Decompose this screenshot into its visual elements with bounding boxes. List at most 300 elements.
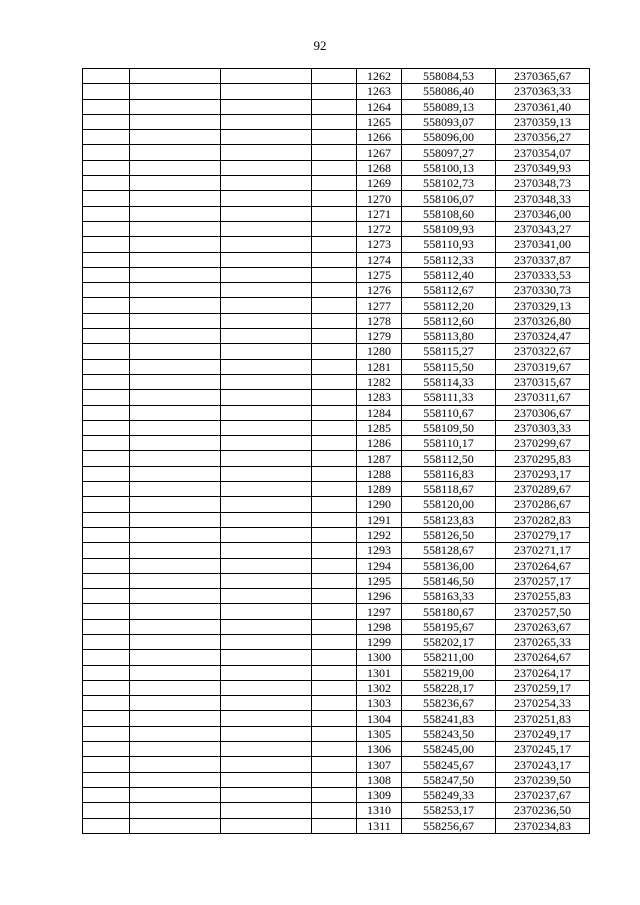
point-number-cell: 1307 xyxy=(357,757,402,772)
empty-cell xyxy=(221,589,312,604)
table-row xyxy=(83,160,590,175)
table-row xyxy=(83,206,590,221)
point-number-cell: 1292 xyxy=(357,527,402,542)
empty-cell xyxy=(83,803,130,818)
x-coordinate-cell: 558211,00 xyxy=(402,650,496,665)
empty-cell xyxy=(312,344,357,359)
x-coordinate-cell: 558113,80 xyxy=(402,329,496,344)
table-row xyxy=(83,298,590,313)
empty-cell xyxy=(312,787,357,802)
empty-cell xyxy=(83,726,130,741)
point-number-cell: 1277 xyxy=(357,298,402,313)
table-row xyxy=(83,497,590,512)
empty-cell xyxy=(312,436,357,451)
empty-cell xyxy=(83,589,130,604)
empty-cell xyxy=(83,283,130,298)
empty-cell xyxy=(221,818,312,833)
empty-cell xyxy=(130,237,221,252)
empty-cell xyxy=(130,359,221,374)
y-coordinate-cell: 2370234,83 xyxy=(496,818,590,833)
point-number-cell: 1297 xyxy=(357,604,402,619)
table-row xyxy=(83,573,590,588)
table-row xyxy=(83,772,590,787)
table-row xyxy=(83,99,590,114)
empty-cell xyxy=(312,267,357,282)
empty-cell xyxy=(83,436,130,451)
empty-cell xyxy=(83,298,130,313)
x-coordinate-cell: 558096,00 xyxy=(402,130,496,145)
empty-cell xyxy=(130,772,221,787)
x-coordinate-cell: 558146,50 xyxy=(402,573,496,588)
point-number-cell: 1278 xyxy=(357,313,402,328)
y-coordinate-cell: 2370341,00 xyxy=(496,237,590,252)
table-row xyxy=(83,680,590,695)
empty-cell xyxy=(312,176,357,191)
empty-cell xyxy=(221,359,312,374)
empty-cell xyxy=(312,329,357,344)
y-coordinate-cell: 2370271,17 xyxy=(496,543,590,558)
y-coordinate-cell: 2370251,83 xyxy=(496,711,590,726)
x-coordinate-cell: 558108,60 xyxy=(402,206,496,221)
x-coordinate-cell: 558136,00 xyxy=(402,558,496,573)
empty-cell xyxy=(130,436,221,451)
empty-cell xyxy=(83,787,130,802)
coordinates-table xyxy=(82,68,590,834)
empty-cell xyxy=(312,69,357,84)
x-coordinate-cell: 558084,53 xyxy=(402,69,496,84)
empty-cell xyxy=(221,344,312,359)
coordinates-table-body xyxy=(83,69,590,834)
x-coordinate-cell: 558126,50 xyxy=(402,527,496,542)
y-coordinate-cell: 2370293,17 xyxy=(496,466,590,481)
point-number-cell: 1268 xyxy=(357,160,402,175)
point-number-cell: 1302 xyxy=(357,680,402,695)
x-coordinate-cell: 558163,33 xyxy=(402,589,496,604)
table-row xyxy=(83,726,590,741)
table-row xyxy=(83,787,590,802)
x-coordinate-cell: 558093,07 xyxy=(402,114,496,129)
empty-cell xyxy=(221,558,312,573)
empty-cell xyxy=(83,130,130,145)
empty-cell xyxy=(221,267,312,282)
table-row xyxy=(83,757,590,772)
empty-cell xyxy=(130,604,221,619)
y-coordinate-cell: 2370249,17 xyxy=(496,726,590,741)
empty-cell xyxy=(221,497,312,512)
x-coordinate-cell: 558089,13 xyxy=(402,99,496,114)
point-number-cell: 1298 xyxy=(357,619,402,634)
empty-cell xyxy=(130,650,221,665)
empty-cell xyxy=(312,482,357,497)
empty-cell xyxy=(130,298,221,313)
empty-cell xyxy=(130,680,221,695)
empty-cell xyxy=(130,527,221,542)
table-row xyxy=(83,252,590,267)
y-coordinate-cell: 2370279,17 xyxy=(496,527,590,542)
point-number-cell: 1283 xyxy=(357,390,402,405)
empty-cell xyxy=(83,711,130,726)
table-row xyxy=(83,634,590,649)
table-row xyxy=(83,482,590,497)
empty-cell xyxy=(221,436,312,451)
empty-cell xyxy=(130,726,221,741)
point-number-cell: 1265 xyxy=(357,114,402,129)
point-number-cell: 1269 xyxy=(357,176,402,191)
empty-cell xyxy=(83,466,130,481)
y-coordinate-cell: 2370361,40 xyxy=(496,99,590,114)
empty-cell xyxy=(130,482,221,497)
point-number-cell: 1284 xyxy=(357,405,402,420)
empty-cell xyxy=(221,69,312,84)
y-coordinate-cell: 2370245,17 xyxy=(496,742,590,757)
empty-cell xyxy=(83,267,130,282)
empty-cell xyxy=(221,374,312,389)
empty-cell xyxy=(312,221,357,236)
empty-cell xyxy=(83,650,130,665)
x-coordinate-cell: 558112,33 xyxy=(402,252,496,267)
empty-cell xyxy=(221,634,312,649)
point-number-cell: 1309 xyxy=(357,787,402,802)
empty-cell xyxy=(130,818,221,833)
y-coordinate-cell: 2370265,33 xyxy=(496,634,590,649)
y-coordinate-cell: 2370322,67 xyxy=(496,344,590,359)
y-coordinate-cell: 2370315,67 xyxy=(496,374,590,389)
empty-cell xyxy=(83,573,130,588)
x-coordinate-cell: 558112,50 xyxy=(402,451,496,466)
empty-cell xyxy=(83,482,130,497)
empty-cell xyxy=(130,589,221,604)
empty-cell xyxy=(130,221,221,236)
y-coordinate-cell: 2370243,17 xyxy=(496,757,590,772)
empty-cell xyxy=(312,757,357,772)
y-coordinate-cell: 2370319,67 xyxy=(496,359,590,374)
table-row xyxy=(83,512,590,527)
empty-cell xyxy=(221,160,312,175)
table-row xyxy=(83,69,590,84)
empty-cell xyxy=(83,665,130,680)
empty-cell xyxy=(130,99,221,114)
empty-cell xyxy=(83,69,130,84)
empty-cell xyxy=(221,252,312,267)
empty-cell xyxy=(221,390,312,405)
empty-cell xyxy=(221,420,312,435)
empty-cell xyxy=(130,206,221,221)
empty-cell xyxy=(83,237,130,252)
table-row xyxy=(83,221,590,236)
empty-cell xyxy=(83,604,130,619)
empty-cell xyxy=(312,206,357,221)
point-number-cell: 1263 xyxy=(357,84,402,99)
empty-cell xyxy=(221,313,312,328)
point-number-cell: 1304 xyxy=(357,711,402,726)
x-coordinate-cell: 558180,67 xyxy=(402,604,496,619)
y-coordinate-cell: 2370348,33 xyxy=(496,191,590,206)
empty-cell xyxy=(221,711,312,726)
table-row xyxy=(83,619,590,634)
y-coordinate-cell: 2370363,33 xyxy=(496,84,590,99)
x-coordinate-cell: 558249,33 xyxy=(402,787,496,802)
table-row xyxy=(83,803,590,818)
empty-cell xyxy=(83,634,130,649)
y-coordinate-cell: 2370237,67 xyxy=(496,787,590,802)
empty-cell xyxy=(312,130,357,145)
y-coordinate-cell: 2370286,67 xyxy=(496,497,590,512)
table-row xyxy=(83,283,590,298)
empty-cell xyxy=(221,176,312,191)
empty-cell xyxy=(312,696,357,711)
point-number-cell: 1296 xyxy=(357,589,402,604)
empty-cell xyxy=(221,527,312,542)
point-number-cell: 1276 xyxy=(357,283,402,298)
point-number-cell: 1293 xyxy=(357,543,402,558)
point-number-cell: 1282 xyxy=(357,374,402,389)
empty-cell xyxy=(83,114,130,129)
empty-cell xyxy=(83,512,130,527)
table-row xyxy=(83,191,590,206)
x-coordinate-cell: 558115,50 xyxy=(402,359,496,374)
empty-cell xyxy=(83,451,130,466)
y-coordinate-cell: 2370337,87 xyxy=(496,252,590,267)
empty-cell xyxy=(221,650,312,665)
point-number-cell: 1303 xyxy=(357,696,402,711)
y-coordinate-cell: 2370333,53 xyxy=(496,267,590,282)
table-row xyxy=(83,742,590,757)
empty-cell xyxy=(312,680,357,695)
point-number-cell: 1289 xyxy=(357,482,402,497)
empty-cell xyxy=(221,114,312,129)
empty-cell xyxy=(312,726,357,741)
table-row xyxy=(83,420,590,435)
empty-cell xyxy=(312,359,357,374)
empty-cell xyxy=(130,374,221,389)
point-number-cell: 1294 xyxy=(357,558,402,573)
empty-cell xyxy=(130,573,221,588)
empty-cell xyxy=(312,451,357,466)
empty-cell xyxy=(83,742,130,757)
empty-cell xyxy=(130,757,221,772)
page-number: 92 xyxy=(313,38,327,53)
empty-cell xyxy=(130,329,221,344)
empty-cell xyxy=(130,451,221,466)
empty-cell xyxy=(83,696,130,711)
empty-cell xyxy=(83,757,130,772)
y-coordinate-cell: 2370264,67 xyxy=(496,558,590,573)
point-number-cell: 1301 xyxy=(357,665,402,680)
empty-cell xyxy=(312,803,357,818)
point-number-cell: 1286 xyxy=(357,436,402,451)
empty-cell xyxy=(221,619,312,634)
y-coordinate-cell: 2370264,67 xyxy=(496,650,590,665)
point-number-cell: 1311 xyxy=(357,818,402,833)
y-coordinate-cell: 2370306,67 xyxy=(496,405,590,420)
empty-cell xyxy=(221,130,312,145)
x-coordinate-cell: 558106,07 xyxy=(402,191,496,206)
y-coordinate-cell: 2370303,33 xyxy=(496,420,590,435)
empty-cell xyxy=(312,604,357,619)
y-coordinate-cell: 2370348,73 xyxy=(496,176,590,191)
x-coordinate-cell: 558236,67 xyxy=(402,696,496,711)
empty-cell xyxy=(221,512,312,527)
empty-cell xyxy=(83,772,130,787)
table-row xyxy=(83,176,590,191)
x-coordinate-cell: 558109,50 xyxy=(402,420,496,435)
empty-cell xyxy=(83,359,130,374)
x-coordinate-cell: 558245,00 xyxy=(402,742,496,757)
empty-cell xyxy=(130,665,221,680)
empty-cell xyxy=(83,818,130,833)
empty-cell xyxy=(312,527,357,542)
empty-cell xyxy=(312,711,357,726)
empty-cell xyxy=(312,619,357,634)
point-number-cell: 1287 xyxy=(357,451,402,466)
table-row xyxy=(83,466,590,481)
empty-cell xyxy=(221,466,312,481)
empty-cell xyxy=(312,313,357,328)
empty-cell xyxy=(130,145,221,160)
empty-cell xyxy=(83,206,130,221)
y-coordinate-cell: 2370365,67 xyxy=(496,69,590,84)
empty-cell xyxy=(130,313,221,328)
table-row xyxy=(83,313,590,328)
point-number-cell: 1299 xyxy=(357,634,402,649)
table-row xyxy=(83,237,590,252)
empty-cell xyxy=(312,573,357,588)
empty-cell xyxy=(130,543,221,558)
empty-cell xyxy=(312,420,357,435)
point-number-cell: 1273 xyxy=(357,237,402,252)
empty-cell xyxy=(221,604,312,619)
x-coordinate-cell: 558114,33 xyxy=(402,374,496,389)
x-coordinate-cell: 558100,13 xyxy=(402,160,496,175)
empty-cell xyxy=(83,191,130,206)
empty-cell xyxy=(312,114,357,129)
empty-cell xyxy=(221,84,312,99)
point-number-cell: 1308 xyxy=(357,772,402,787)
empty-cell xyxy=(130,634,221,649)
empty-cell xyxy=(83,84,130,99)
empty-cell xyxy=(312,742,357,757)
y-coordinate-cell: 2370257,17 xyxy=(496,573,590,588)
empty-cell xyxy=(221,298,312,313)
empty-cell xyxy=(83,619,130,634)
table-row xyxy=(83,650,590,665)
empty-cell xyxy=(130,176,221,191)
point-number-cell: 1262 xyxy=(357,69,402,84)
point-number-cell: 1279 xyxy=(357,329,402,344)
empty-cell xyxy=(130,191,221,206)
empty-cell xyxy=(130,466,221,481)
point-number-cell: 1264 xyxy=(357,99,402,114)
empty-cell xyxy=(130,114,221,129)
empty-cell xyxy=(221,191,312,206)
empty-cell xyxy=(221,329,312,344)
empty-cell xyxy=(130,267,221,282)
table-row xyxy=(83,543,590,558)
empty-cell xyxy=(221,237,312,252)
x-coordinate-cell: 558102,73 xyxy=(402,176,496,191)
y-coordinate-cell: 2370289,67 xyxy=(496,482,590,497)
x-coordinate-cell: 558112,60 xyxy=(402,313,496,328)
empty-cell xyxy=(130,696,221,711)
y-coordinate-cell: 2370299,67 xyxy=(496,436,590,451)
point-number-cell: 1295 xyxy=(357,573,402,588)
table-row xyxy=(83,359,590,374)
empty-cell xyxy=(312,84,357,99)
empty-cell xyxy=(83,390,130,405)
empty-cell xyxy=(221,99,312,114)
y-coordinate-cell: 2370359,13 xyxy=(496,114,590,129)
empty-cell xyxy=(312,298,357,313)
point-number-cell: 1271 xyxy=(357,206,402,221)
empty-cell xyxy=(83,221,130,236)
empty-cell xyxy=(83,374,130,389)
y-coordinate-cell: 2370349,93 xyxy=(496,160,590,175)
empty-cell xyxy=(312,558,357,573)
empty-cell xyxy=(130,420,221,435)
y-coordinate-cell: 2370324,47 xyxy=(496,329,590,344)
y-coordinate-cell: 2370282,83 xyxy=(496,512,590,527)
x-coordinate-cell: 558241,83 xyxy=(402,711,496,726)
table-row xyxy=(83,696,590,711)
empty-cell xyxy=(130,803,221,818)
empty-cell xyxy=(83,145,130,160)
empty-cell xyxy=(83,313,130,328)
x-coordinate-cell: 558195,67 xyxy=(402,619,496,634)
table-row xyxy=(83,527,590,542)
empty-cell xyxy=(312,634,357,649)
table-row xyxy=(83,818,590,833)
empty-cell xyxy=(312,390,357,405)
point-number-cell: 1300 xyxy=(357,650,402,665)
empty-cell xyxy=(312,665,357,680)
empty-cell xyxy=(312,589,357,604)
table-row xyxy=(83,130,590,145)
empty-cell xyxy=(83,527,130,542)
empty-cell xyxy=(83,543,130,558)
empty-cell xyxy=(130,252,221,267)
x-coordinate-cell: 558123,83 xyxy=(402,512,496,527)
empty-cell xyxy=(221,742,312,757)
y-coordinate-cell: 2370311,67 xyxy=(496,390,590,405)
empty-cell xyxy=(83,405,130,420)
x-coordinate-cell: 558112,40 xyxy=(402,267,496,282)
x-coordinate-cell: 558243,50 xyxy=(402,726,496,741)
y-coordinate-cell: 2370354,07 xyxy=(496,145,590,160)
point-number-cell: 1274 xyxy=(357,252,402,267)
y-coordinate-cell: 2370343,27 xyxy=(496,221,590,236)
y-coordinate-cell: 2370263,67 xyxy=(496,619,590,634)
x-coordinate-cell: 558219,00 xyxy=(402,665,496,680)
empty-cell xyxy=(83,680,130,695)
y-coordinate-cell: 2370264,17 xyxy=(496,665,590,680)
point-number-cell: 1285 xyxy=(357,420,402,435)
empty-cell xyxy=(83,558,130,573)
point-number-cell: 1266 xyxy=(357,130,402,145)
point-number-cell: 1267 xyxy=(357,145,402,160)
empty-cell xyxy=(130,711,221,726)
table-row xyxy=(83,711,590,726)
y-coordinate-cell: 2370330,73 xyxy=(496,283,590,298)
x-coordinate-cell: 558120,00 xyxy=(402,497,496,512)
point-number-cell: 1272 xyxy=(357,221,402,236)
empty-cell xyxy=(312,191,357,206)
empty-cell xyxy=(221,482,312,497)
x-coordinate-cell: 558116,83 xyxy=(402,466,496,481)
x-coordinate-cell: 558247,50 xyxy=(402,772,496,787)
empty-cell xyxy=(130,344,221,359)
empty-cell xyxy=(83,329,130,344)
empty-cell xyxy=(83,252,130,267)
